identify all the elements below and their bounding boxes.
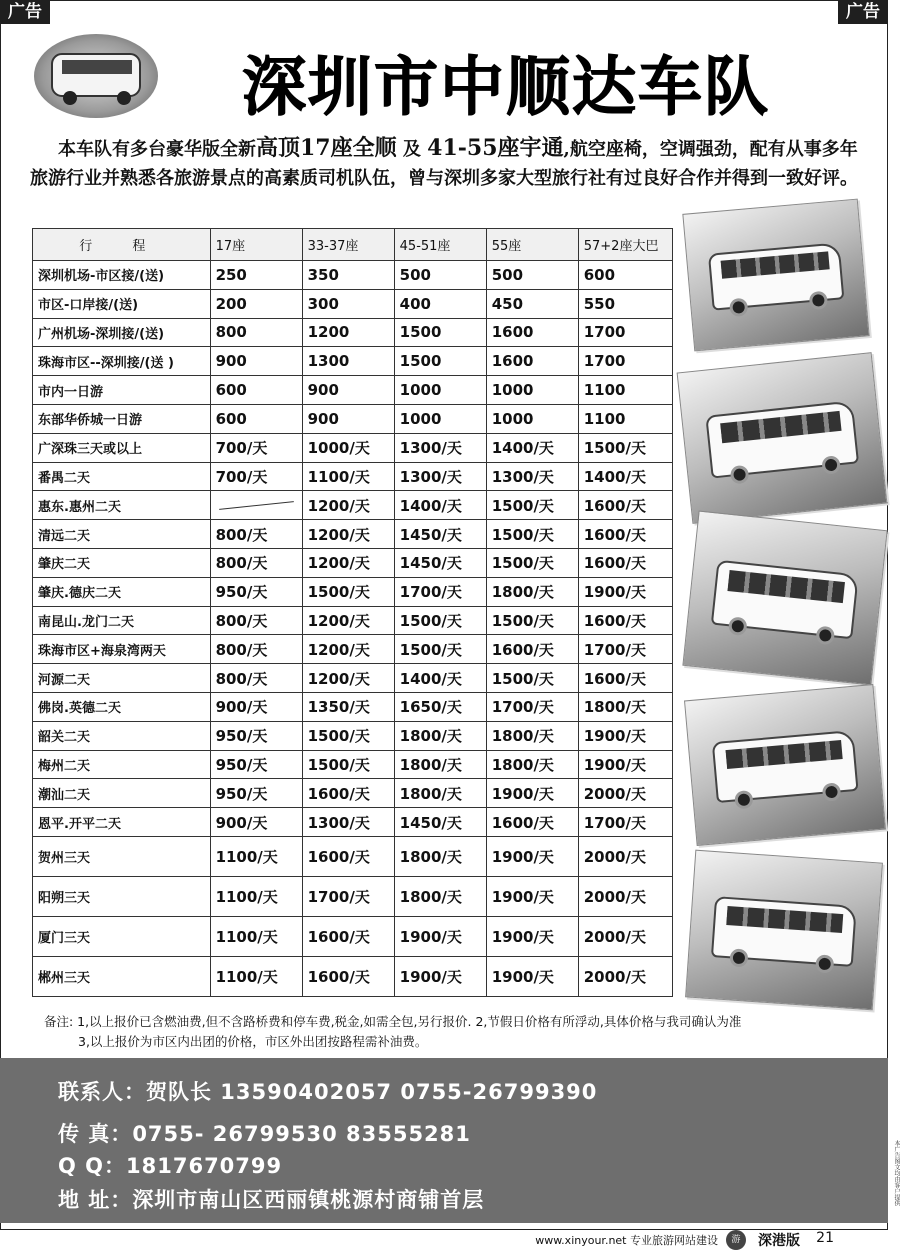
- header-33-37-seat: 33-37座: [302, 229, 394, 261]
- price-cell: 800/天: [210, 664, 302, 693]
- price-cell: 1600/天: [578, 520, 672, 549]
- price-cell: 500: [394, 261, 486, 290]
- price-cell: 1500/天: [486, 664, 578, 693]
- header-45-51-seat: 45-51座: [394, 229, 486, 261]
- price-cell: 1700/天: [578, 808, 672, 837]
- price-cell: 1650/天: [394, 692, 486, 721]
- route-cell: 佛岗.英德二天: [33, 692, 211, 721]
- price-cell: 900/天: [210, 692, 302, 721]
- price-cell: 1100/天: [302, 462, 394, 491]
- footer-edition: 深港版: [758, 1233, 800, 1249]
- page-title: 深圳市中顺达车队: [242, 51, 770, 125]
- price-cell: 300: [302, 289, 394, 318]
- contact-panel: [0, 1058, 888, 1223]
- price-cell: 1500/天: [486, 491, 578, 520]
- price-cell: 2000/天: [578, 956, 672, 996]
- price-cell: 800/天: [210, 520, 302, 549]
- price-cell: 1500/天: [486, 548, 578, 577]
- price-cell: 900/天: [210, 808, 302, 837]
- contact-fax: [58, 1118, 471, 1148]
- price-cell: 450: [486, 289, 578, 318]
- table-row: [33, 779, 673, 808]
- intro-text-1: 本车队有多台豪华版全新: [58, 139, 256, 160]
- route-cell: 惠东.惠州二天: [33, 491, 211, 520]
- price-cell: 1500/天: [302, 577, 394, 606]
- route-cell: 清远二天: [33, 520, 211, 549]
- price-cell: 1800/天: [394, 876, 486, 916]
- price-cell: 2000/天: [578, 779, 672, 808]
- route-cell: 贺州三天: [33, 836, 211, 876]
- van-photo: [34, 34, 158, 118]
- route-cell: 珠海市区+海泉湾两天: [33, 635, 211, 664]
- table-row: [33, 808, 673, 837]
- price-cell: [210, 491, 302, 520]
- footer-url: www.xinyour.net 专业旅游网站建设: [535, 1234, 718, 1247]
- price-cell: 1500/天: [486, 606, 578, 635]
- price-cell: 1700/天: [578, 635, 672, 664]
- header-55-seat: 55座: [486, 229, 578, 261]
- price-cell: 1200: [302, 318, 394, 347]
- price-cell: 350: [302, 261, 394, 290]
- table-row: [33, 916, 673, 956]
- price-cell: 700/天: [210, 462, 302, 491]
- ad-label-left: 广告: [0, 0, 50, 24]
- route-cell: 厦门三天: [33, 916, 211, 956]
- price-cell: 1600/天: [578, 664, 672, 693]
- price-cell: 1000: [486, 376, 578, 405]
- price-cell: 1900/天: [486, 779, 578, 808]
- van-photo-2: [677, 352, 888, 524]
- price-cell: 1900/天: [578, 577, 672, 606]
- table-row: [33, 491, 673, 520]
- price-cell: 1600/天: [302, 916, 394, 956]
- price-cell: 1600/天: [486, 635, 578, 664]
- price-cell: 1200/天: [302, 606, 394, 635]
- price-cell: 1500: [394, 347, 486, 376]
- price-cell: 1300/天: [394, 462, 486, 491]
- contact-qq-label: Q Q：: [58, 1154, 127, 1178]
- table-row: [33, 548, 673, 577]
- price-cell: 1500/天: [486, 520, 578, 549]
- route-cell: 韶关二天: [33, 721, 211, 750]
- price-cell: 1500/天: [394, 606, 486, 635]
- price-cell: 1400/天: [394, 491, 486, 520]
- table-row: [33, 836, 673, 876]
- price-cell: 1900/天: [394, 956, 486, 996]
- route-cell: 肇庆.德庆二天: [33, 577, 211, 606]
- price-cell: 950/天: [210, 750, 302, 779]
- contact-qq-value: 1817670799: [126, 1154, 283, 1178]
- price-cell: 1800/天: [486, 721, 578, 750]
- contact-person-value: 贺队长 13590402057 0755-26799390: [146, 1080, 598, 1104]
- table-row: [33, 664, 673, 693]
- route-cell: 恩平.开平二天: [33, 808, 211, 837]
- price-cell: 500: [486, 261, 578, 290]
- contact-fax-value: 0755- 26799530 83555281: [132, 1122, 471, 1146]
- route-cell: 广州机场-深圳接/(送): [33, 318, 211, 347]
- table-row: [33, 635, 673, 664]
- header-17-seat: 17座: [210, 229, 302, 261]
- price-cell: 1100/天: [210, 836, 302, 876]
- price-cell: 1500/天: [302, 750, 394, 779]
- contact-address: [58, 1184, 484, 1214]
- price-cell: 800: [210, 318, 302, 347]
- price-cell: 1700/天: [486, 692, 578, 721]
- price-cell: 1500/天: [394, 635, 486, 664]
- price-cell: 1400/天: [578, 462, 672, 491]
- notes: [44, 1012, 884, 1052]
- contact-address-value: 深圳市南山区西丽镇桃源村商铺首层: [132, 1188, 485, 1212]
- table-row: [33, 404, 673, 433]
- note-line-1: 备注: 1,以上报价已含燃油费,但不含路桥费和停车费,税金,如需全包,另行报价. 2,节假日价格有所浮动,具体价格与我司确认为准: [44, 1014, 742, 1029]
- bus-photo-3: [682, 510, 887, 685]
- table-row: [33, 433, 673, 462]
- table-row: [33, 692, 673, 721]
- price-cell: 1900/天: [578, 721, 672, 750]
- price-cell: 1500: [394, 318, 486, 347]
- footer-logo-icon: 游: [726, 1230, 746, 1250]
- route-cell: 深圳机场-市区接/(送): [33, 261, 211, 290]
- price-cell: 600: [210, 404, 302, 433]
- price-cell: 200: [210, 289, 302, 318]
- price-cell: 1000: [394, 376, 486, 405]
- price-cell: 400: [394, 289, 486, 318]
- price-cell: 1200/天: [302, 491, 394, 520]
- price-cell: 1100/天: [210, 956, 302, 996]
- price-cell: 2000/天: [578, 916, 672, 956]
- price-cell: 1800/天: [578, 692, 672, 721]
- price-cell: 800/天: [210, 606, 302, 635]
- price-cell: 900: [302, 404, 394, 433]
- table-row: [33, 347, 673, 376]
- price-cell: 1450/天: [394, 548, 486, 577]
- price-cell: 800/天: [210, 635, 302, 664]
- price-cell: 1000/天: [302, 433, 394, 462]
- table-row: [33, 261, 673, 290]
- price-cell: 2000/天: [578, 836, 672, 876]
- contact-address-label: 地 址：: [58, 1188, 133, 1212]
- table-row: [33, 318, 673, 347]
- route-cell: 肇庆二天: [33, 548, 211, 577]
- header-route: 行 程: [33, 229, 211, 261]
- intro-text-2: 及: [396, 139, 428, 160]
- price-cell: 1000: [394, 404, 486, 433]
- price-cell: 1500/天: [302, 721, 394, 750]
- price-cell: 1900/天: [486, 876, 578, 916]
- price-cell: 1300: [302, 347, 394, 376]
- price-cell: 950/天: [210, 779, 302, 808]
- price-cell: 1900/天: [486, 956, 578, 996]
- price-cell: 1350/天: [302, 692, 394, 721]
- page-footer: [0, 1230, 888, 1251]
- price-cell: 900: [302, 376, 394, 405]
- price-cell: 700/天: [210, 433, 302, 462]
- price-cell: 1450/天: [394, 520, 486, 549]
- route-cell: 潮汕二天: [33, 779, 211, 808]
- price-cell: 1800/天: [394, 721, 486, 750]
- price-cell: 1500/天: [578, 433, 672, 462]
- price-cell: 1300/天: [302, 808, 394, 837]
- price-cell: 950/天: [210, 721, 302, 750]
- route-cell: 南昆山.龙门二天: [33, 606, 211, 635]
- table-row: [33, 606, 673, 635]
- price-cell: 1900/天: [394, 916, 486, 956]
- price-cell: 1600/天: [578, 548, 672, 577]
- side-disclaimer: 本广告图文均由客户提供: [893, 1140, 900, 1206]
- price-table: [32, 228, 673, 997]
- intro-text-3: ,航空座椅，空调强劲，配有从事多年旅游行业并熟悉各旅游景点的高素质司机队伍，曾与深圳多家大型旅行社有过良好合作并得到一致好评。: [30, 139, 858, 189]
- price-cell: 250: [210, 261, 302, 290]
- table-row: [33, 876, 673, 916]
- price-cell: 1600/天: [578, 606, 672, 635]
- price-cell: 1800/天: [394, 779, 486, 808]
- price-cell: 1200/天: [302, 664, 394, 693]
- route-cell: 河源二天: [33, 664, 211, 693]
- table-row: [33, 462, 673, 491]
- price-cell: 550: [578, 289, 672, 318]
- price-cell: 800/天: [210, 548, 302, 577]
- note-line-2: 3,以上报价为市区内出团的价格，市区外出团按路程需补油费。: [78, 1034, 428, 1049]
- header-57-seat-bus: 57+2座大巴: [578, 229, 672, 261]
- table-row: [33, 289, 673, 318]
- route-cell: 市区-口岸接/(送): [33, 289, 211, 318]
- price-cell: 1600: [486, 347, 578, 376]
- price-cell: 900: [210, 347, 302, 376]
- price-cell: 1900/天: [486, 916, 578, 956]
- price-cell: 1800/天: [486, 750, 578, 779]
- price-cell: 1300/天: [394, 433, 486, 462]
- price-cell: 600: [210, 376, 302, 405]
- price-cell: 1600/天: [302, 779, 394, 808]
- table-row: [33, 721, 673, 750]
- price-cell: 1700: [578, 347, 672, 376]
- price-cell: 1700/天: [302, 876, 394, 916]
- route-cell: 郴州三天: [33, 956, 211, 996]
- price-cell: 1400/天: [486, 433, 578, 462]
- contact-person-label: 联系人：: [58, 1080, 146, 1104]
- price-cell: 600: [578, 261, 672, 290]
- page-number: 21: [816, 1230, 834, 1246]
- price-cell: 1000: [486, 404, 578, 433]
- bus-photo-1: [682, 199, 869, 352]
- price-cell: 1800/天: [394, 836, 486, 876]
- price-cell: 1900/天: [486, 836, 578, 876]
- price-cell: 1600/天: [302, 836, 394, 876]
- table-header-row: [33, 229, 673, 261]
- table-row: [33, 956, 673, 996]
- price-cell: 2000/天: [578, 876, 672, 916]
- price-cell: 1200/天: [302, 635, 394, 664]
- price-cell: 1700: [578, 318, 672, 347]
- intro-paragraph: [30, 134, 870, 193]
- price-cell: 1800/天: [486, 577, 578, 606]
- contact-qq: [58, 1150, 282, 1180]
- price-cell: 1600/天: [578, 491, 672, 520]
- route-cell: 广深珠三天或以上: [33, 433, 211, 462]
- price-cell: 1600/天: [302, 956, 394, 996]
- price-cell: 1800/天: [394, 750, 486, 779]
- route-cell: 市内一日游: [33, 376, 211, 405]
- price-cell: 1450/天: [394, 808, 486, 837]
- price-cell: 1600: [486, 318, 578, 347]
- price-cell: 1300/天: [486, 462, 578, 491]
- price-cell: 1100/天: [210, 916, 302, 956]
- ad-label-right: 广告: [838, 0, 888, 24]
- price-cell: 1400/天: [394, 664, 486, 693]
- price-table-body: [33, 261, 673, 997]
- price-cell: 1700/天: [394, 577, 486, 606]
- intro-highlight-yutong: 41-55座宇通: [427, 135, 564, 161]
- intro-highlight-17-seat: 高顶17座全顺: [256, 135, 397, 161]
- van-photo-4: [684, 684, 886, 846]
- price-cell: 950/天: [210, 577, 302, 606]
- route-cell: 阳朔三天: [33, 876, 211, 916]
- price-cell: 1900/天: [578, 750, 672, 779]
- table-row: [33, 750, 673, 779]
- table-row: [33, 577, 673, 606]
- table-row: [33, 376, 673, 405]
- price-cell: 1100/天: [210, 876, 302, 916]
- price-cell: 1200/天: [302, 548, 394, 577]
- price-cell: 1200/天: [302, 520, 394, 549]
- bus-photo-5: [685, 850, 883, 1011]
- price-cell: 1100: [578, 404, 672, 433]
- contact-person: [58, 1076, 597, 1106]
- route-cell: 梅州二天: [33, 750, 211, 779]
- route-cell: 东部华侨城一日游: [33, 404, 211, 433]
- price-cell: 1600/天: [486, 808, 578, 837]
- route-cell: 珠海市区--深圳接/(送 ): [33, 347, 211, 376]
- contact-fax-label: 传 真：: [58, 1122, 133, 1146]
- route-cell: 番禺二天: [33, 462, 211, 491]
- price-cell: 1100: [578, 376, 672, 405]
- table-row: [33, 520, 673, 549]
